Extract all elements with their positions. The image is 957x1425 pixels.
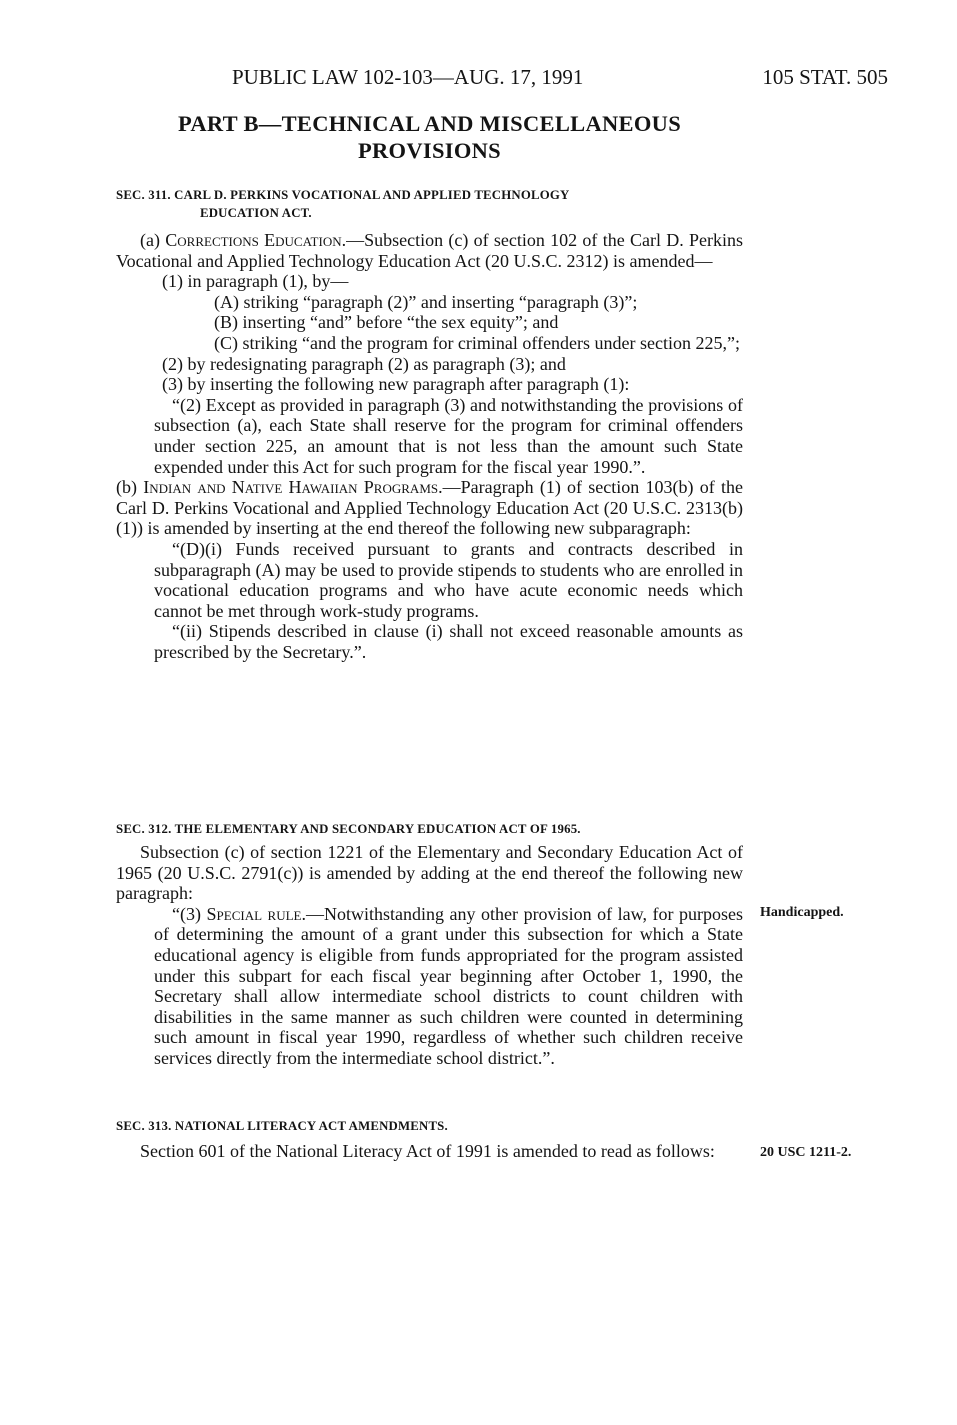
margin-note-handicapped: Handicapped. [760,905,844,920]
section-313-intro: Section 601 of the National Literacy Act of 1991 is amended to read as follows: [140,1141,715,1161]
part-title-line1: PART B—TECHNICAL AND MISCELLANEOUS [177,111,682,136]
header-stat-page: 105 STAT. 505 [762,65,888,89]
paragraph-2: (2) by redesignating paragraph (2) as paragraph (3); and [162,353,566,374]
quoted-paragraph-2: “(2) Except as provided in paragraph (3) and notwithstanding the provisions of subsection (a), each State shall reserve for the program for criminal offenders under section 225, an amount that is not less than the amount such State expended under this Act for such program for the fiscal year 1990.”. [154,394,743,477]
quoted-subparagraph-D-i: “(D)(i) Funds received pursuant to grants and contracts described in subparagraph (A) may be used to provide stipends to students who are enrolled in vocational education programs and who have acute economic needs which cannot be met through work-study programs. [154,538,743,621]
section-312-intro: Subsection (c) of section 1221 of the Elementary and Secondary Education Act of 1965 (20 U.S.C. 2791(c)) is amended by adding at the end thereof the following new paragraph: [116,842,743,904]
section-313-heading: SEC. 313. NATIONAL LITERACY ACT AMENDMENTS. [116,1119,448,1133]
part-title [116,110,743,164]
section-313-body [116,1141,743,1162]
special-rule-paragraph: “(3) Special rule.—Notwithstanding any other provision of law, for purposes of determining the amount of a grant under this subsection for which a State educational agency is eligible from funds appropriated for the program assisted under this subpart for each fiscal year beginning after October 1, 1990, the Secretary shall allow intermediate school districts to count children with disabilities in the same manner as such children were counted in determining such amount in fiscal year 1990, regardless of whether such children receive services directly from the intermediate school district.”. [154,903,743,1068]
paragraph-1: (1) in paragraph (1), by— [162,271,349,292]
subsection-a: (a) Corrections Education.—Subsection (c) of section 102 of the Carl D. Perkins Vocational and Applied Technology Education Act (20 U.S.C. 2312) is amended— [116,230,744,271]
subsection-a-caption: Corrections Education. [165,230,347,250]
section-311-heading-line1: SEC. 311. CARL D. PERKINS VOCATIONAL AND APPLIED TECHNOLOGY [116,188,570,202]
subsection-b: (b) Indian and Native Hawaiian Programs.—Paragraph (1) of section 103(b) of the Carl D. Perkins Vocational and Applied Technology Education Act (20 U.S.C. 2313(b)(1)) is amended by inserting at the end thereof the following new subparagraph: [116,477,743,539]
special-rule-caption: Special rule. [206,903,306,924]
part-title-line2: PROVISIONS [357,138,502,163]
subparagraph-A: (A) striking “paragraph (2)” and inserting “paragraph (3)”; [214,291,638,312]
section-312-heading: SEC. 312. THE ELEMENTARY AND SECONDARY EDUCATION ACT OF 1965. [116,822,581,836]
section-311-heading [116,186,756,222]
quoted-clause-ii: “(ii) Stipends described in clause (i) shall not exceed reasonable amounts as prescribed by the Secretary.”. [154,621,743,662]
section-311-heading-line2: EDUCATION ACT. [200,206,312,220]
paragraph-3: (3) by inserting the following new paragraph after paragraph (1): [162,374,630,395]
section-311-body [116,230,743,662]
subparagraph-C: (C) striking “and the program for criminal offenders under section 225,”; [214,332,741,353]
header-law-citation: PUBLIC LAW 102-103—AUG. 17, 1991 [232,65,584,89]
subsection-b-caption: Indian and Native Hawaiian Programs. [143,477,443,498]
section-312-body [116,842,743,1069]
running-header [0,64,888,92]
subparagraph-B: (B) inserting “and” before “the sex equity”; and [214,312,559,333]
margin-note-usc-citation: 20 USC 1211-2. [760,1145,852,1160]
